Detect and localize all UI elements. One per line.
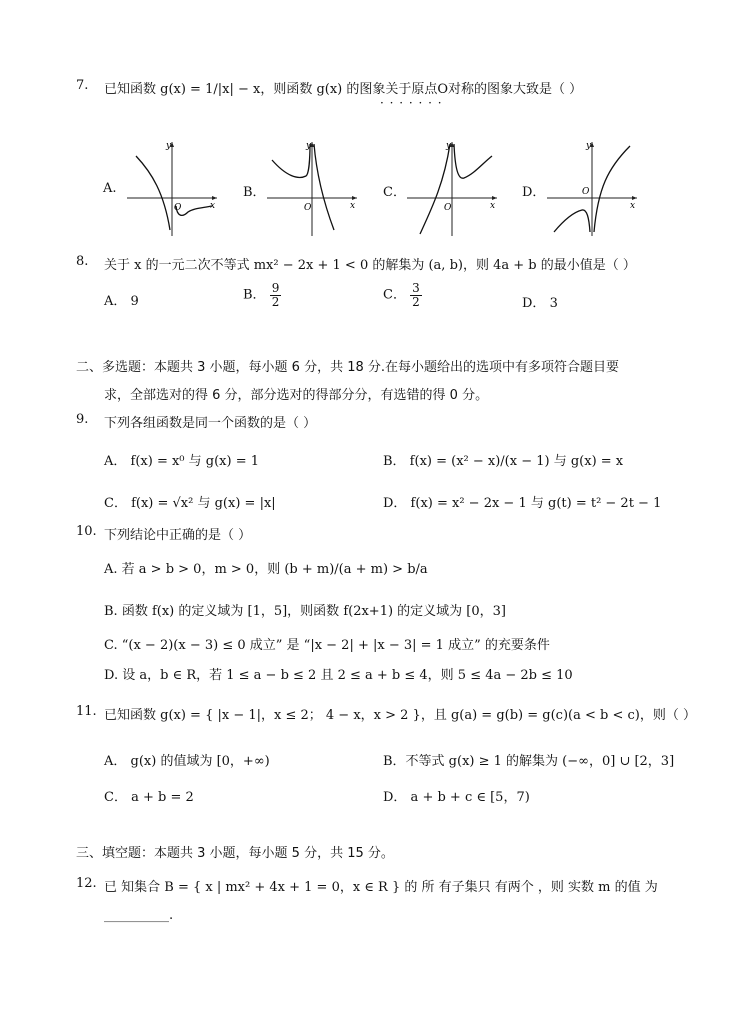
graph-d-label: D． [522,185,546,200]
graph-d-origin: O [582,187,590,197]
q9-option-d: D． f(x) = x² − 2x − 1 与 g(t) = t² − 2t − 1 [383,496,662,511]
section-2-heading-cont: 求，全部选对的得 6 分，部分选对的得部分分，有选错的得 0 分。 [104,388,489,403]
q11-stem: 已知函数 g(x) = { |x − 1|，x ≤ 2； 4 − x，x > 2 }，且 g(a) = g(b) = g(c)(a < b < c)，则（ ） [104,708,696,723]
q8-option-b [243,282,281,308]
graph-a-origin: O [174,203,182,213]
graph-c-y-label: y [446,141,452,151]
q9-option-b: B． f(x) = (x² − x)/(x − 1) 与 g(x) = x [383,454,624,469]
q8-option-a-value: 9 [130,294,139,309]
q7-number: 7. [76,78,89,93]
q10-option-b: B. 函数 f(x) 的定义域为 [1，5]，则函数 f(2x+1) 的定义域为 [0，3] [104,604,506,619]
q11-option-a: A． g(x) 的值域为 [0，+∞) [104,754,270,769]
q12-stem: 已 知集合 B = { x | mx² + 4x + 1 = 0，x ∈ R } 的 所 有子集只 有两个 ，则 实数 m 的值 为 [104,880,658,895]
q8-option-c-num: 3 [412,281,420,295]
q9-number: 9. [76,412,89,427]
q12-answer-blank[interactable]: __________. [104,908,174,923]
q8-stem: 关于 x 的一元二次不等式 mx² − 2x + 1 < 0 的解集为 (a, b)，则 4a + b 的最小值是（ ） [104,258,636,273]
q11-number: 11. [76,704,97,719]
q8-option-b-num: 9 [271,281,280,295]
graph-b-origin: O [304,203,312,213]
q10-number: 10. [76,524,97,539]
q9-option-c: C． f(x) = √x² 与 g(x) = |x| [104,496,276,511]
q10-option-d: D. 设 a，b ∈ R，若 1 ≤ a − b ≤ 2 且 2 ≤ a + b ≤ 4，则 5 ≤ 4a − 2b ≤ 10 [104,668,573,683]
graph-c [402,138,502,238]
graph-c-origin: O [444,203,452,213]
q8-number: 8. [76,254,89,269]
q8-option-d [522,292,558,311]
q8-option-c-label: C． [383,287,406,303]
graph-d-x-label: x [630,201,636,211]
q10-option-c: C. “(x − 2)(x − 3) ≤ 0 成立” 是 “|x − 2| + |x − 3| = 1 成立” 的充要条件 [104,638,550,653]
q11-option-d: D． a + b + c ∈ [5，7) [383,790,530,805]
graph-b [262,138,362,238]
q8-option-a [104,290,139,309]
graph-a-label: A. [103,181,117,196]
q12-number: 12. [76,876,97,891]
q9-stem: 下列各组函数是同一个函数的是（ ） [104,416,317,431]
q8-option-d-value: 3 [549,296,558,311]
q10-option-a: A. 若 a > b > 0，m > 0，则 (b + m)/(a + m) > b/a [104,562,428,577]
q11-option-c: C． a + b = 2 [104,790,194,805]
graph-c-x-label: x [490,201,496,211]
q8-option-b-fraction [270,282,282,308]
q8-option-d-label: D． [522,296,546,311]
q8-option-c [383,282,422,308]
graph-a-y-label: y [166,141,172,151]
section-3-heading: 三、填空题：本题共 3 小题，每小题 5 分，共 15 分。 [76,846,394,861]
q8-option-b-den: 2 [271,294,280,309]
q7-stem: 已知函数 g(x) = 1/|x| − x，则函数 g(x) 的图象关于原点O对称的图象大致是（ ） [104,82,583,97]
graph-a-x-label: x [210,201,216,211]
graph-b-y-label: y [306,141,312,151]
q8-option-c-den: 2 [412,294,420,309]
q10-stem: 下列结论中正确的是（ ） [104,528,252,543]
graph-b-x-label: x [350,201,356,211]
section-2-heading: 二、多选题：本题共 3 小题，每小题 6 分，共 18 分.在每小题给出的选项中有多项符合题目要 [76,360,620,375]
q9-option-a: A． f(x) = x⁰ 与 g(x) = 1 [104,454,259,469]
q8-option-c-fraction [410,282,422,308]
graph-a [122,138,222,238]
q7-dots: · · · · · · · [380,96,443,110]
q8-option-a-label: A． [104,294,127,309]
graph-d-y-label: y [586,141,592,151]
q8-option-b-label: B． [243,287,266,303]
graph-d [542,138,642,238]
graph-c-label: C． [383,185,406,200]
q11-option-b: B．不等式 g(x) ≥ 1 的解集为 (−∞，0] ∪ [2，3] [383,754,675,769]
graph-b-label: B． [243,185,266,200]
